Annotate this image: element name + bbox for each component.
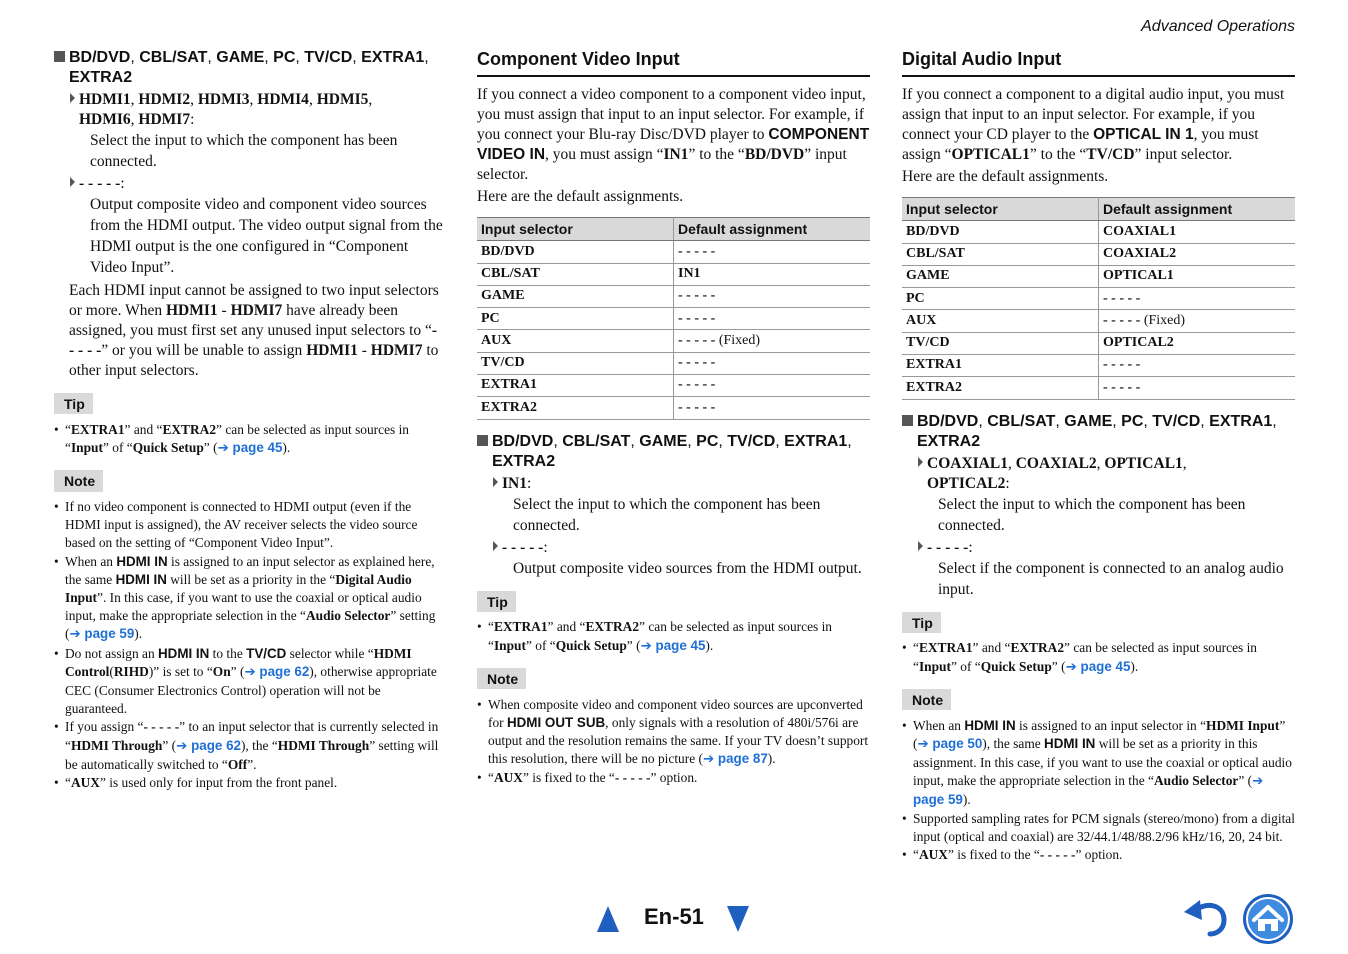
note-item: • “AUX” is used only for input from the front panel. xyxy=(54,774,446,792)
tip-item: • “EXTRA1” and “EXTRA2” can be selected as input sources in “Input” of “Quick Setup” (➔ page 45). xyxy=(477,618,870,655)
table-row xyxy=(477,285,870,307)
option-hdmi: HDMI1, HDMI2, HDMI3, HDMI4, HDMI5, HDMI6, HDMI7: xyxy=(70,90,446,130)
note-item: • “AUX” is fixed to the “- - - - -” option. xyxy=(477,769,870,787)
table-row xyxy=(902,310,1295,332)
note-item: • When an HDMI IN is assigned to an input selector as explained here, the same HDMI IN will be set as a priority in the “Digital Audio Input”. In this case, if you want to use the coaxial or optical audio input, make the appropriate selection in the “Audio Selector” setting (➔ page 59). xyxy=(54,553,446,645)
triangle-bullet-icon xyxy=(70,177,75,187)
table-cell: CBL/SAT xyxy=(477,263,674,285)
option-digital-desc: Select the input to which the component has been connected. xyxy=(938,495,1246,534)
table-row xyxy=(477,375,870,397)
option-none-desc: Output composite video sources from the HDMI output. xyxy=(513,559,862,577)
page-number: En-51 xyxy=(644,904,704,929)
intro-paragraph-2: Here are the default assignments. xyxy=(902,167,1109,185)
table-cell: - - - - - xyxy=(1099,288,1296,310)
assignment-table xyxy=(902,197,1295,400)
column-2 xyxy=(477,44,870,788)
triangle-bullet-icon xyxy=(493,541,498,551)
arrow-right-icon: ➔ xyxy=(217,441,229,456)
intro-paragraph: If you connect a video component to a component video input, you must assign that input to an input selector. For example, if you connect your Blu-ray Disc/DVD player to COMPONENT VIDEO IN, you must assign “IN1” to the “BD/DVD” input selector. xyxy=(477,85,870,183)
tip-label: Tip xyxy=(54,393,93,414)
assignment-table xyxy=(477,217,870,420)
arrow-right-icon: ➔ xyxy=(1252,774,1264,790)
page-link[interactable]: page 45 xyxy=(228,440,283,455)
note-item: • If no video component is connected to HDMI output (even if the HDMI input is assigned), the AV receiver selects the video source based on the setting of “Component Video Input”. xyxy=(54,498,446,553)
triangle-bullet-icon xyxy=(493,477,498,487)
arrow-right-icon: ➔ xyxy=(1065,659,1077,675)
table-cell: - - - - - xyxy=(674,352,871,374)
back-arrow-icon[interactable] xyxy=(1182,896,1230,938)
note-list xyxy=(477,696,870,788)
selector-heading: BD/DVD, CBL/SAT, GAME, PC, TV/CD, EXTRA1, EXTRA2 xyxy=(477,432,870,472)
home-icon[interactable] xyxy=(1242,893,1294,945)
note-label: Note xyxy=(477,668,526,689)
table-cell: - - - - - xyxy=(1099,355,1296,377)
table-cell: - - - - - xyxy=(674,375,871,397)
table-row xyxy=(477,308,870,330)
option-none: - - - - -: xyxy=(493,538,870,558)
tip-label: Tip xyxy=(902,612,941,633)
table-row xyxy=(477,241,870,263)
section-title: Component Video Input xyxy=(477,46,870,77)
section-title: Digital Audio Input xyxy=(902,46,1295,77)
intro-paragraph: If you connect a component to a digital audio input, you must assign that input to an input selector. For example, if you connect your CD player to the OPTICAL IN 1, you must assign “OPTICAL1” to the “TV/CD” input selector. xyxy=(902,85,1285,163)
table-cell: AUX xyxy=(902,310,1099,332)
option-none: - - - - -: xyxy=(70,174,446,194)
tip-list xyxy=(902,639,1295,676)
page-link[interactable]: page 59 xyxy=(80,626,135,642)
note-item: • If you assign “- - - - -” to an input selector that is currently selected in “HDMI Through” (➔ page 62), the “HDMI Through” setting will be automatically switched to “Off”. xyxy=(54,718,446,774)
option-none: - - - - -: xyxy=(918,538,1295,558)
table-cell: PC xyxy=(902,288,1099,310)
note-item: • Supported sampling rates for PCM signals (stereo/mono) from a digital input (optical and coaxial) are 32/44.1/48/88.2/96 kHz/16, 20, 24 bit. xyxy=(902,810,1295,846)
table-cell: BD/DVD xyxy=(477,241,674,263)
arrow-right-icon: ➔ xyxy=(176,738,188,754)
triangle-bullet-icon xyxy=(70,93,75,103)
table-cell: COAXIAL1 xyxy=(1099,221,1296,243)
page-link[interactable]: page 62 xyxy=(187,737,241,753)
square-bullet-icon xyxy=(477,435,488,446)
table-cell: - - - - - xyxy=(674,397,871,419)
table-cell: EXTRA1 xyxy=(477,375,674,397)
arrow-right-icon: ➔ xyxy=(702,752,715,768)
table-cell: - - - - - xyxy=(674,285,871,307)
page-link[interactable]: page 50 xyxy=(928,735,983,751)
table-cell: - - - - - xyxy=(674,308,871,330)
table-header: Input selector xyxy=(902,197,1099,220)
arrow-right-icon: ➔ xyxy=(244,664,256,680)
selector-heading: BD/DVD, CBL/SAT, GAME, PC, TV/CD, EXTRA1, EXTRA2 xyxy=(54,48,446,88)
triangle-bullet-icon xyxy=(918,457,923,467)
hdmi-assign-paragraph: Each HDMI input cannot be assigned to two input selectors or more. When HDMI1 - HDMI7 have already been assigned, you must first set any unused input selectors to “- - - - -” or you will be unable to assign HDMI1 - HDMI7 to other input selectors. xyxy=(69,282,439,379)
next-page-arrow-icon[interactable] xyxy=(727,906,749,932)
table-row xyxy=(477,263,870,285)
page-link[interactable]: page 59 xyxy=(913,792,963,808)
table-cell: - - - - - xyxy=(674,241,871,263)
table-header-row xyxy=(902,197,1295,220)
table-row xyxy=(902,332,1295,354)
triangle-bullet-icon xyxy=(918,541,923,551)
column-3 xyxy=(902,44,1295,864)
table-cell: EXTRA1 xyxy=(902,355,1099,377)
note-list xyxy=(902,717,1295,865)
option-in1-desc: Select the input to which the component has been connected. xyxy=(513,495,821,534)
table-cell: - - - - - (Fixed) xyxy=(674,330,871,352)
table-header: Default assignment xyxy=(1099,197,1296,220)
table-row xyxy=(902,288,1295,310)
table-cell: PC xyxy=(477,308,674,330)
table-cell: AUX xyxy=(477,330,674,352)
table-row xyxy=(902,377,1295,399)
arrow-right-icon: ➔ xyxy=(640,638,652,654)
table-cell: COAXIAL2 xyxy=(1099,243,1296,265)
option-in1: IN1: xyxy=(493,474,870,494)
table-row xyxy=(477,397,870,419)
table-cell: GAME xyxy=(902,265,1099,287)
page-link[interactable]: page 87 xyxy=(714,751,768,767)
tip-item: • “EXTRA1” and “EXTRA2” can be selected as input sources in “Input” of “Quick Setup” (➔ page 45). xyxy=(902,639,1295,676)
table-cell: - - - - - xyxy=(1099,377,1296,399)
table-row xyxy=(902,243,1295,265)
tip-list xyxy=(477,618,870,655)
table-cell: EXTRA2 xyxy=(477,397,674,419)
table-cell: EXTRA2 xyxy=(902,377,1099,399)
note-item: • “AUX” is fixed to the “- - - - -” option. xyxy=(902,846,1295,864)
arrow-right-icon: ➔ xyxy=(917,736,929,752)
option-hdmi-desc: Select the input to which the component has been connected. xyxy=(90,132,398,170)
table-cell: - - - - - (Fixed) xyxy=(1099,310,1296,332)
column-1 xyxy=(54,44,446,792)
table-cell: TV/CD xyxy=(477,352,674,374)
table-row xyxy=(902,265,1295,287)
tip-item: • “EXTRA1” and “EXTRA2” can be selected as input sources in “Input” of “Quick Setup” (➔ page 45). xyxy=(54,421,446,458)
intro-paragraph-2: Here are the default assignments. xyxy=(477,187,684,205)
table-cell: OPTICAL2 xyxy=(1099,332,1296,354)
square-bullet-icon xyxy=(902,415,913,426)
table-header: Default assignment xyxy=(674,217,871,240)
note-label: Note xyxy=(902,689,951,710)
table-cell: OPTICAL1 xyxy=(1099,265,1296,287)
tip-label: Tip xyxy=(477,591,516,612)
selector-heading: BD/DVD, CBL/SAT, GAME, PC, TV/CD, EXTRA1, EXTRA2 xyxy=(902,412,1295,452)
running-head: Advanced Operations xyxy=(1141,18,1295,35)
table-row xyxy=(902,221,1295,243)
table-cell: GAME xyxy=(477,285,674,307)
option-digital: COAXIAL1, COAXIAL2, OPTICAL1, OPTICAL2: xyxy=(918,454,1295,494)
table-header-row xyxy=(477,217,870,240)
table-row xyxy=(477,330,870,352)
tip-list xyxy=(54,421,446,458)
page-link[interactable]: page 62 xyxy=(255,663,310,679)
table-cell: BD/DVD xyxy=(902,221,1099,243)
table-row xyxy=(477,352,870,374)
table-cell: TV/CD xyxy=(902,332,1099,354)
page-link[interactable]: page 45 xyxy=(651,637,706,653)
option-none-desc: Output composite video and component video sources from the HDMI output. The video output signal from the HDMI output is the one configured in “Component Video Input”. xyxy=(90,196,443,276)
table-header: Input selector xyxy=(477,217,674,240)
table-cell: CBL/SAT xyxy=(902,243,1099,265)
previous-page-arrow-icon[interactable] xyxy=(597,906,619,932)
note-item: • When an HDMI IN is assigned to an input selector in “HDMI Input” (➔ page 50), the same HDMI IN will be set as a priority in this assignment. In this case, if you want to use the coaxial or optical audio input, make the appropriate selection in the “Audio Selector” (➔ page 59). xyxy=(902,717,1295,810)
note-label: Note xyxy=(54,470,103,491)
table-cell: IN1 xyxy=(674,263,871,285)
square-bullet-icon xyxy=(54,51,65,62)
page-link[interactable]: page 45 xyxy=(1076,658,1131,674)
arrow-right-icon: ➔ xyxy=(69,627,81,643)
option-none-desc: Select if the component is connected to an analog audio input. xyxy=(938,559,1284,598)
note-item: • Do not assign an HDMI IN to the TV/CD selector while “HDMI Control(RIHD)” is set to “On” (➔ page 62), otherwise appropriate CEC (Consumer Electronics Control) operation will not be guaranteed. xyxy=(54,645,446,719)
table-row xyxy=(902,355,1295,377)
note-item: • When composite video and component video sources are upconverted for HDMI OUT SUB, only signals with a resolution of 480i/576i are output and the resolution remains the same. If your TV doesn’t support this resolution, there will be no picture (➔ page 87). xyxy=(477,696,870,770)
note-list xyxy=(54,498,446,792)
